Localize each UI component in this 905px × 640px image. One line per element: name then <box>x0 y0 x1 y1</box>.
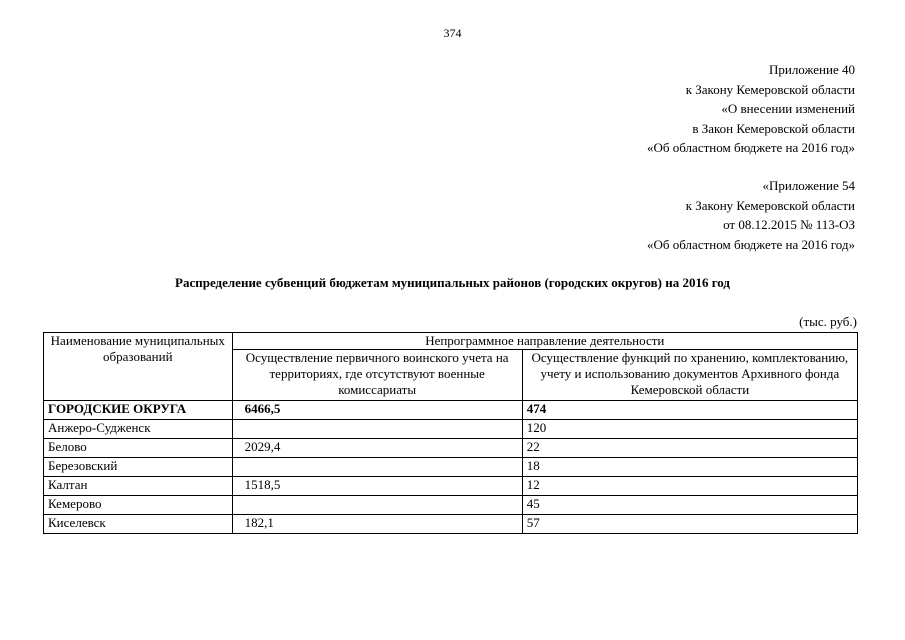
annex-40-line: в Закон Кемеровской области <box>692 120 855 136</box>
row-name: Калтан <box>44 477 233 496</box>
header-direction-group: Непрограммное направление деятельности <box>232 333 857 350</box>
row-value-a: 1518,5 <box>232 477 522 496</box>
table-row <box>44 515 858 534</box>
table-row <box>44 401 858 420</box>
annex-40-reference <box>647 60 855 158</box>
row-value-a <box>232 458 522 477</box>
annex-54-line: «Об областном бюджете на 2016 год» <box>647 236 855 252</box>
subventions-table <box>43 332 858 534</box>
table-row <box>44 458 858 477</box>
row-value-a <box>232 496 522 515</box>
annex-54-line: «Приложение 54 <box>762 178 855 193</box>
header-archive-functions: Осуществление функций по хранению, комплектованию, учету и использованию документов Архивного фонда Кемеровской области <box>522 350 857 401</box>
table-row <box>44 439 858 458</box>
annex-54-line: к Закону Кемеровской области <box>685 197 855 213</box>
table-row <box>44 420 858 439</box>
row-name: Березовский <box>44 458 233 477</box>
header-military-registration: Осуществление первичного воинского учета на территориях, где отсутствуют военные комиссариаты <box>232 350 522 401</box>
row-name: Кемерово <box>44 496 233 515</box>
row-value-b: 474 <box>522 401 857 420</box>
units-label: (тыс. руб.) <box>799 314 857 329</box>
annex-40-line: Приложение 40 <box>768 62 855 77</box>
row-value-b: 45 <box>522 496 857 515</box>
row-name: Киселевск <box>44 515 233 534</box>
row-value-b: 18 <box>522 458 857 477</box>
row-value-b: 12 <box>522 477 857 496</box>
row-value-b: 22 <box>522 439 857 458</box>
annex-40-line: «Об областном бюджете на 2016 год» <box>647 140 855 155</box>
table-row <box>44 496 858 515</box>
row-value-a: 2029,4 <box>232 439 522 458</box>
row-name: ГОРОДСКИЕ ОКРУГА <box>44 401 233 420</box>
row-value-a <box>232 420 522 439</box>
annex-54-reference <box>647 176 855 254</box>
row-name: Анжеро-Судженск <box>44 420 233 439</box>
table-header-row <box>44 333 858 350</box>
row-value-b: 57 <box>522 515 857 534</box>
row-value-b: 120 <box>522 420 857 439</box>
annex-54-line: от 08.12.2015 № 113-ОЗ <box>723 217 855 232</box>
row-name: Белово <box>44 439 233 458</box>
page-number: 374 <box>443 26 462 40</box>
document-title: Распределение субвенций бюджетам муниципальных районов (городских округов) на 2016 год <box>175 275 730 290</box>
row-value-a: 182,1 <box>232 515 522 534</box>
table-row <box>44 477 858 496</box>
annex-40-line: к Закону Кемеровской области <box>685 81 855 97</box>
annex-40-line: «О внесении изменений <box>721 101 855 116</box>
header-municipality: Наименование муниципальных образований <box>44 333 233 401</box>
row-value-a: 6466,5 <box>232 401 522 420</box>
